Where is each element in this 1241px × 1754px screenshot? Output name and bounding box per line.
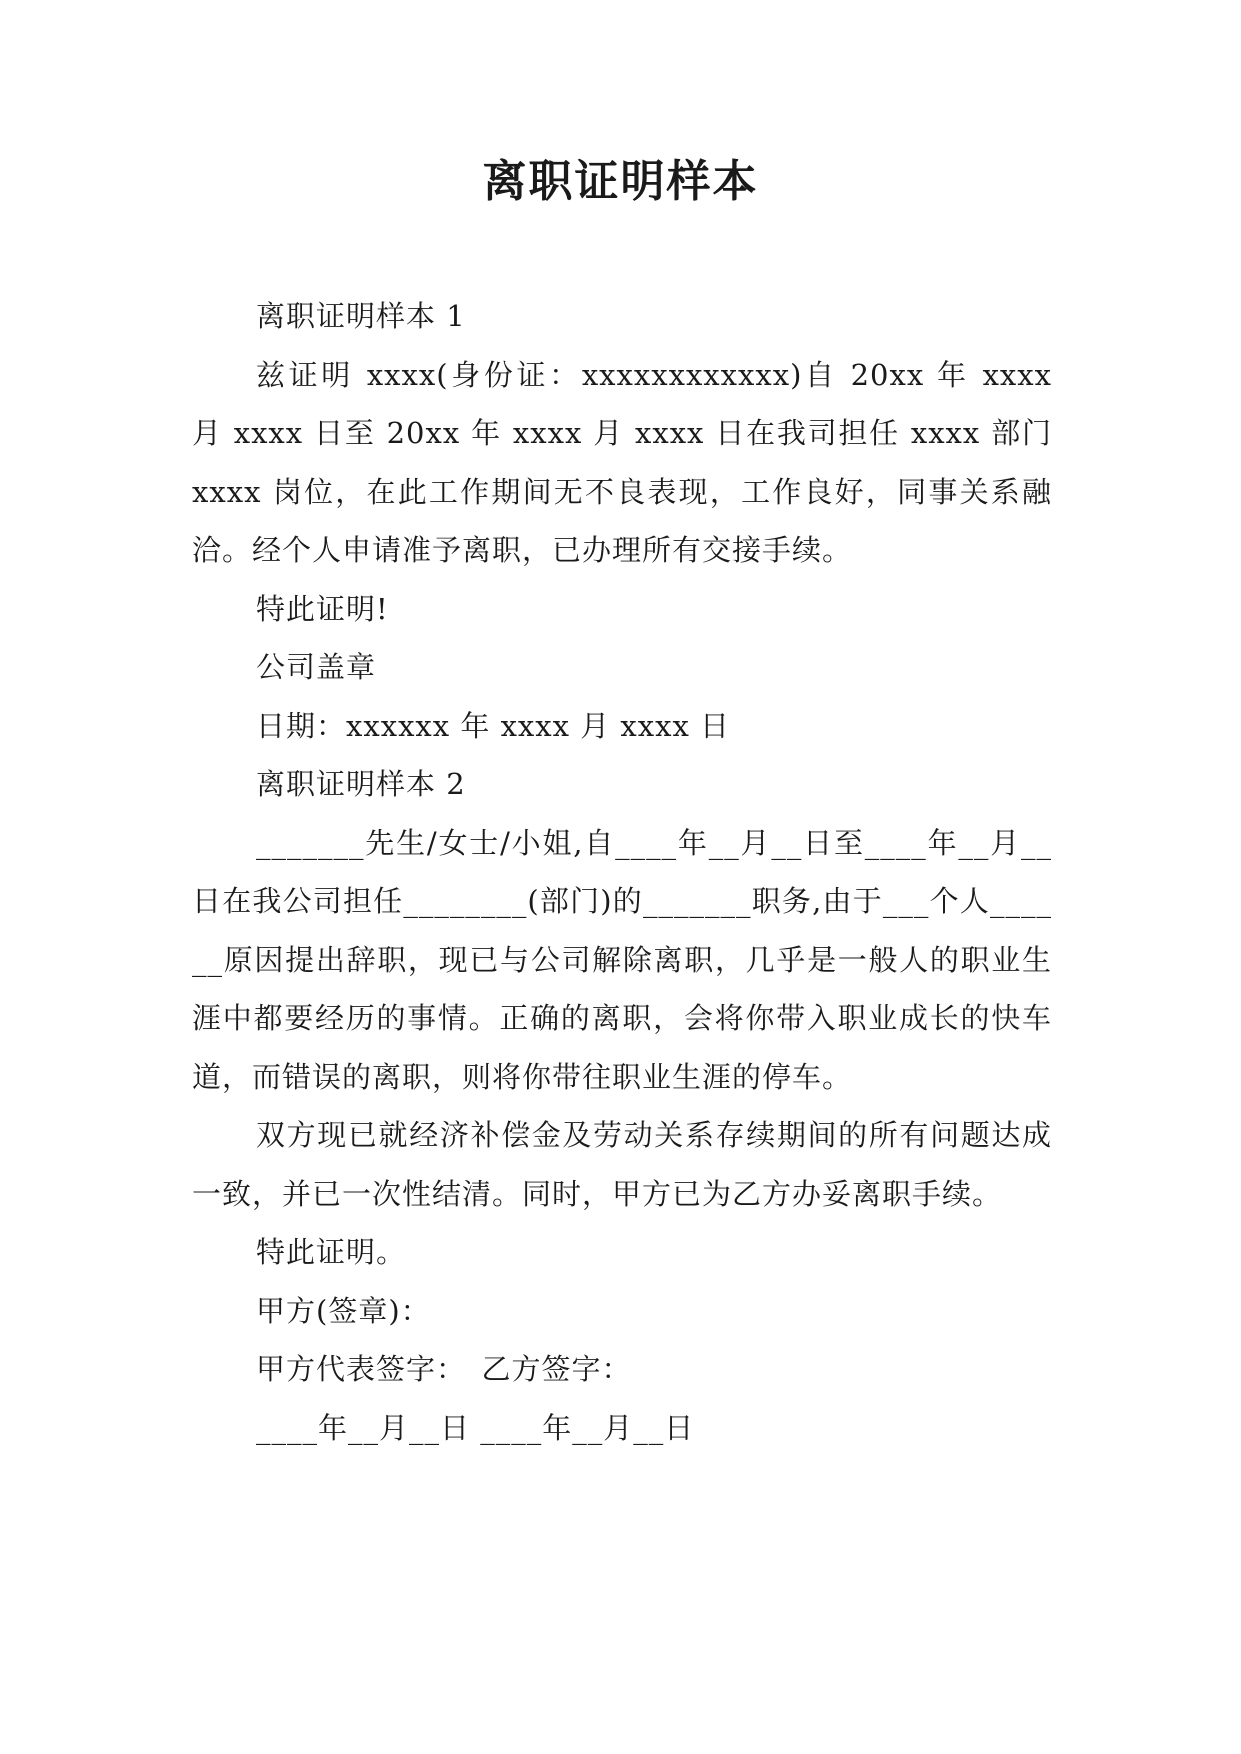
document-title: 离职证明样本 xyxy=(482,156,759,207)
sample-2-settlement-paragraph: 双方现已就经济补偿金及劳动关系存续期间的所有问题达成一致，并已一次性结清。同时，甲方已为乙方办妥离职手续。 xyxy=(192,1118,1052,1211)
sample-1-closing: 特此证明! xyxy=(256,591,389,626)
sample-1-company-seal: 公司盖章 xyxy=(256,650,377,684)
sample-2-heading: 离职证明样本 2 xyxy=(256,767,466,801)
sample-1-certification-paragraph: 兹证明 xxxx(身份证：xxxxxxxxxxxx)自 20xx 年 xxxx 月 xxxx 日至 20xx 年 xxxx 月 xxxx 日在我司担任 xxxx 部门 xxxx 岗位，在此工作期间无不良表现，工作良好，同事关系融洽。经个人申请准予离职，已办理所有交接手续。 xyxy=(192,357,1052,567)
party-a-seal-line: 甲方(签章)： xyxy=(256,1293,431,1328)
sample-2-closing: 特此证明。 xyxy=(256,1235,407,1269)
sample-1-date: 日期：xxxxxx 年 xxxx 月 xxxx 日 xyxy=(256,708,731,743)
signature-date-line: ____年__月__日 ____年__月__日 xyxy=(256,1410,695,1445)
document-body xyxy=(192,287,1052,1457)
sample-2-certification-paragraph: _______先生/女士/小姐,自____年__月__日至____年__月__日在我公司担任________(部门)的_______职务,由于___个人______原因提出辞职，现已与公司解除离职，几乎是一般人的职业生涯中都要经历的事情。正确的离职，会将你带入职业成长的快车道，而错误的离职，则将你带往职业生涯的停车。 xyxy=(192,825,1052,1094)
signature-line: 甲方代表签字： 乙方签字： xyxy=(256,1352,632,1386)
sample-1-heading: 离职证明样本 1 xyxy=(256,299,466,333)
